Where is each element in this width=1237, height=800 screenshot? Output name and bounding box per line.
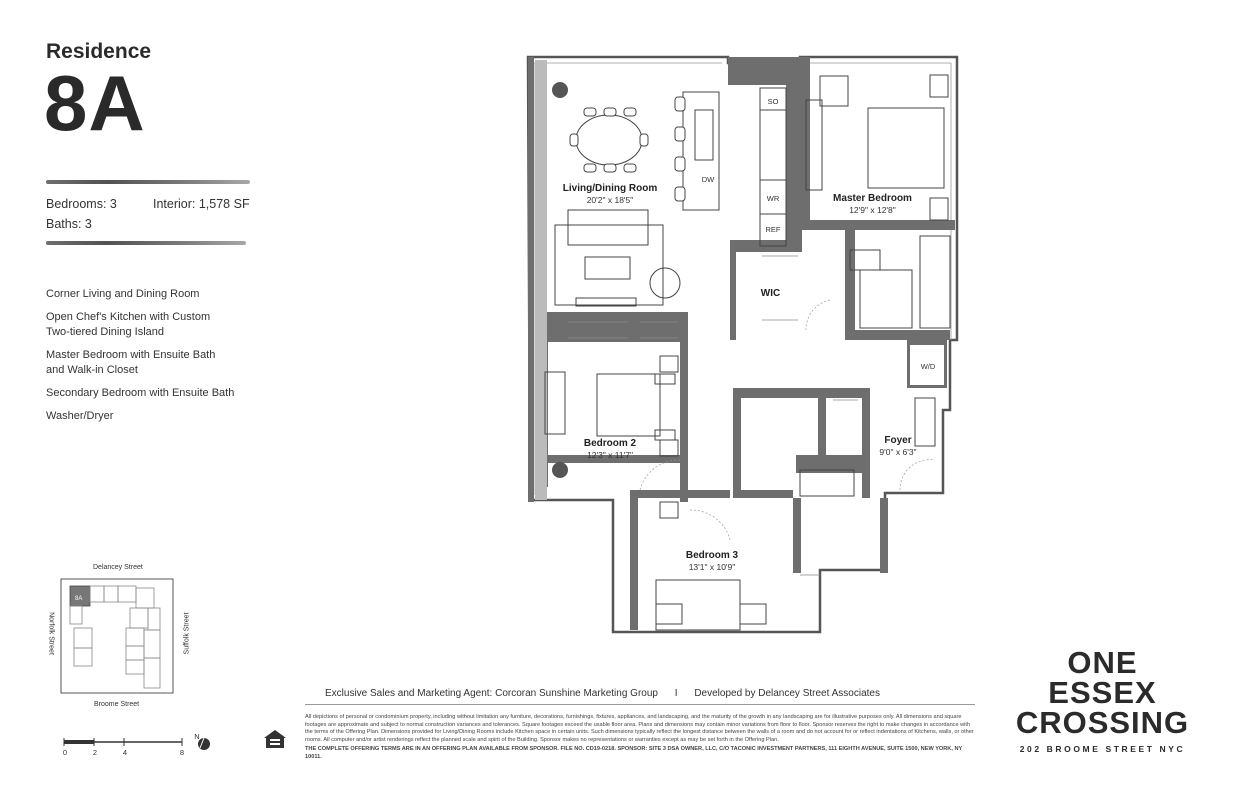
disclaimer-text: All depictions of personal or condominium property, including without limitation any furniture, decorations, furnishings, fixtures, appliances, and landscaping, and the maturity of the growth in any landscaping are for illustrative purposes only. All dimensions and square footages are approximate and subject to normal construction variances and tolerances. Square footages exceed the usable floor area. Plans and dimensions may contain minor variations from floor to floor. Sponsor reserves the right to make changes in accordance with the terms of the Offering Plan. Dimensions provided for Living/Dining Rooms include Kitchen space in certain units. Such dimensions typically reflect the longest distance between the walls of a room and do not account for or reflect indentations of Kitchens, walls, or other rooms. All computer and/or artist renderings reflect the planned scale and spirit of the Building. Sponsor makes no representations or warranties except as may be set forth in the Offering Plan. (305, 714, 974, 743)
footer-rule (305, 704, 975, 705)
keyplan-unit-label: 8A (75, 596, 83, 602)
divider-brush (46, 241, 246, 245)
interior-stat: Interior: 1,578 SF (153, 197, 250, 211)
offering-terms: THE COMPLETE OFFERING TERMS ARE IN AN OFFERING PLAN AVAILABLE FROM SPONSOR. FILE NO. CD19-0218. SPONSOR: SITE 3 DSA OWNER, LLC, C/O TACONIC INVESTMENT PARTNERS, 111 EIGHTH AVENUE, SUITE 1500, NEW YORK, NY 10011. (305, 746, 963, 760)
divider-brush (46, 180, 250, 184)
foyer-label: Foyer (884, 435, 912, 446)
wine-refrigerator-label: WR (766, 194, 780, 203)
refrigerator-label: REF (765, 225, 781, 234)
residence-number: 8A (44, 59, 146, 147)
bedrooms-stat: Bedrooms: 3 (46, 197, 117, 211)
brand-address: 202 BROOME STREET NYC (1019, 744, 1186, 754)
feature-item: Open Chef's Kitchen with Custom Two-tiered Dining Island (46, 311, 211, 338)
master-bedroom-label: Master Bedroom (833, 193, 912, 204)
scale-tick-label: 8 (179, 748, 185, 757)
feature-list (46, 287, 256, 432)
bedroom-3-label: Bedroom 3 (685, 550, 739, 561)
brand-line-1: ONE (1067, 645, 1138, 680)
scale-tick-label: 2 (92, 748, 98, 757)
living-dining-room-label: Living/Dining Room (562, 183, 658, 194)
equal-housing-icon (262, 728, 288, 752)
living-dining-room-dim: 20'2" x 18'5" (586, 195, 634, 205)
foyer-dim: 9'0" x 6'3" (879, 447, 917, 457)
north-label: N (194, 732, 200, 741)
bedroom-2-label: Bedroom 2 (583, 438, 637, 449)
bedroom-2-dim: 12'3" x 11'7" (587, 450, 633, 460)
keyplan-north-street: Delancey Street (93, 564, 143, 571)
disclaimer (305, 714, 975, 762)
washer-dryer-label: W/D (920, 362, 936, 371)
feature-item: Washer/Dryer (46, 410, 114, 422)
bedroom-3-dim: 13'1" x 10'9" (688, 562, 736, 572)
keyplan-map (60, 578, 175, 696)
credits-separator: I (674, 688, 678, 699)
keyplan-west-street: Norfolk Street (47, 612, 55, 655)
feature-item: Master Bedroom with Ensuite Bath and Walk-in Closet (46, 349, 216, 376)
master-bedroom-dim: 12'9" x 12'8" (849, 205, 896, 215)
scale-tick-label: 0 (62, 748, 68, 757)
keyplan-east-street: Suffolk Street (183, 612, 191, 655)
keyplan-south-street: Broome Street (94, 701, 140, 708)
feature-item: Corner Living and Dining Room (46, 288, 200, 300)
storage-label: SO (767, 97, 779, 106)
feature-item: Secondary Bedroom with Ensuite Bath (46, 387, 235, 399)
sales-agent: Exclusive Sales and Marketing Agent: Corcoran Sunshine Marketing Group (325, 688, 658, 699)
brand-line-2: ESSEX (1048, 675, 1157, 710)
developer: Developed by Delancey Street Associates (694, 688, 880, 699)
wic-label: WIC (760, 288, 781, 299)
dishwasher-label: DW (701, 175, 715, 184)
residence-label: Residence (46, 40, 152, 63)
credits-line (325, 688, 880, 699)
scale-tick-label: 4 (122, 748, 128, 757)
brand-logo (1010, 645, 1195, 754)
baths-stat: Baths: 3 (46, 217, 92, 231)
brand-line-3: CROSSING (1015, 705, 1190, 740)
